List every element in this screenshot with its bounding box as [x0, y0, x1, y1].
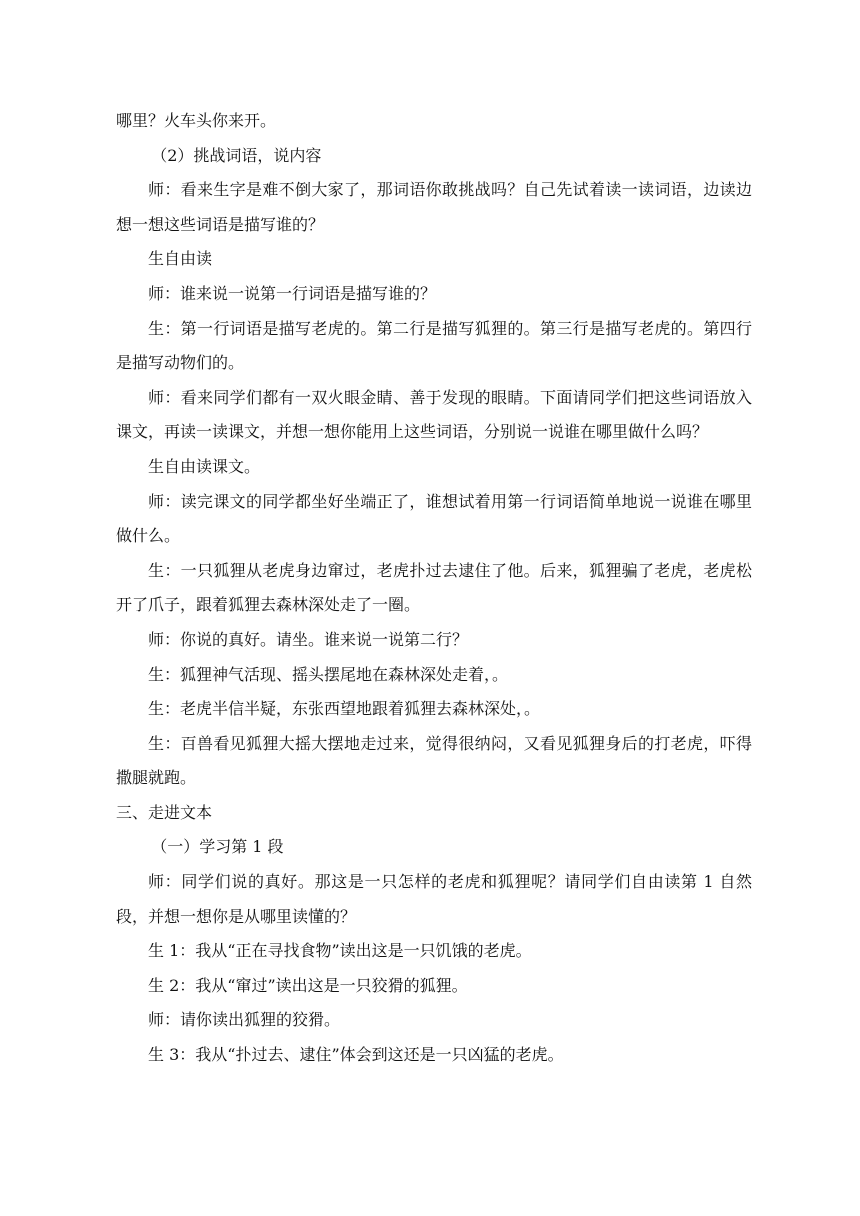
paragraph: 师：谁来说一说第一行词语是描写谁的？ [148, 283, 437, 303]
paragraph: 生：老虎半信半疑，东张西望地跟着狐狸去森林深处，。 [148, 699, 541, 719]
paragraph: 生 1：我从“正在寻找食物”读出这是一只饥饿的老虎。 [148, 941, 532, 961]
paragraph: 生 3：我从“扑过去、逮住”体会到这还是一只凶猛的老虎。 [148, 1045, 564, 1065]
paragraph: 生：狐狸神气活现、摇头摆尾地在森林深处走着，。 [148, 664, 509, 684]
paragraph: 师：你说的真好。请坐。谁来说一说第二行？ [148, 629, 469, 649]
paragraph: （2）挑战词语，说内容 [151, 145, 322, 165]
paragraph: 生：第一行词语是描写老虎的。第二行是描写狐狸的。第三行是描写老虎的。第四行是描写动物们的。 [116, 318, 752, 373]
paragraph: 生自由读课文。 [148, 456, 261, 476]
paragraph: 师：读完课文的同学都坐好坐端正了，谁想试着用第一行词语简单地说一说谁在哪里做什么。 [116, 491, 752, 546]
document-body [116, 104, 752, 1073]
paragraph: 哪里？火车头你来开。 [116, 111, 277, 130]
paragraph: 生：一只狐狸从老虎身边窜过，老虎扑过去逮住了他。后来，狐狸骗了老虎，老虎松开了爪子，跟着狐狸去森林深处走了一圈。 [116, 560, 752, 615]
subsection-heading: （一）学习第 1 段 [151, 837, 284, 857]
paragraph: 师：请你读出狐狸的狡猾。 [148, 1010, 341, 1030]
paragraph: 生：百兽看见狐狸大摇大摆地走过来，觉得很纳闷，又看见狐狸身后的打老虎，吓得撒腿就跑。 [116, 733, 752, 788]
paragraph: 生自由读 [148, 249, 213, 269]
paragraph: 师：看来同学们都有一双火眼金睛、善于发现的眼睛。下面请同学们把这些词语放入课文，再读一读课文，并想一想你能用上这些词语，分别说一说谁在哪里做什么吗？ [116, 387, 752, 442]
paragraph: 师：看来生字是难不倒大家了，那词语你敢挑战吗？自己先试着读一读词语，边读边想一想这些词语是描写谁的？ [116, 180, 752, 234]
paragraph: 生 2：我从“窜过”读出这是一只狡猾的狐狸。 [148, 975, 468, 995]
paragraph: 师：同学们说的真好。那这是一只怎样的老虎和狐狸呢？请同学们自由读第 1 自然段，并想一想你是从哪里读懂的？ [116, 872, 752, 926]
section-heading: 三、走进文本 [116, 802, 213, 822]
